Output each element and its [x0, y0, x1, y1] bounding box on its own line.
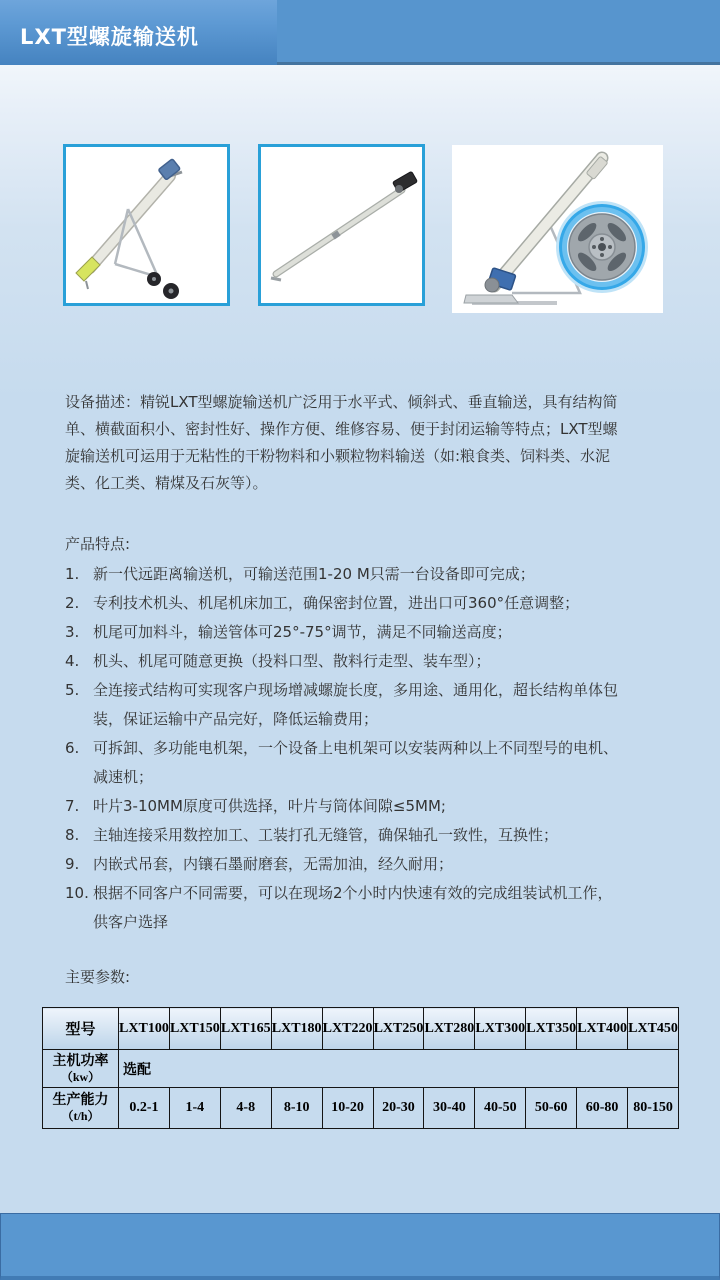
capacity-cell: 20-30: [373, 1088, 424, 1129]
description-line: 单、横截面积小、密封性好、操作方便、维修容易、便于封闭运输等特点；LXT型螺: [65, 420, 618, 438]
feature-item: [65, 734, 680, 792]
capacity-cell: 10-20: [322, 1088, 373, 1129]
feature-number: 8.: [65, 826, 80, 844]
feature-text: 供客户选择: [93, 913, 169, 931]
power-unit-text: （kw）: [60, 1069, 101, 1084]
capacity-cell: 50-60: [526, 1088, 577, 1129]
device-description: [65, 389, 675, 497]
capacity-cell: 8-10: [271, 1088, 322, 1129]
feature-text: 叶片3-10MM原度可供选择，叶片与筒体间隙≤5MM;: [93, 797, 446, 815]
table-row-capacity: [43, 1088, 679, 1129]
capacity-unit-text: （t/h）: [61, 1109, 100, 1123]
header-title-tab: [0, 0, 277, 65]
table-header-model: 型号: [43, 1008, 119, 1050]
feature-text: 装，保证运输中产品完好，降低运输费用；: [93, 710, 379, 728]
features-list: [65, 560, 680, 937]
feature-text: 机头、机尾可随意更换（投料口型、散料行走型、装车型）；: [93, 652, 491, 670]
feature-item: [65, 792, 680, 821]
capacity-cell: 40-50: [475, 1088, 526, 1129]
capacity-cell: 30-40: [424, 1088, 475, 1129]
conveyor-tripod-illustration: [66, 147, 227, 303]
feature-number: 2.: [65, 594, 80, 612]
product-photo-1[interactable]: [63, 144, 230, 306]
capacity-row-label: [43, 1088, 119, 1129]
table-row-power: [43, 1050, 679, 1088]
capacity-cell: 0.2-1: [119, 1088, 170, 1129]
feature-text: 根据不同客户不同需要，可以在现场2个小时内快速有效的完成组装试机工作，: [93, 884, 613, 902]
feature-item: [65, 560, 680, 589]
feature-text: 内嵌式吊套，内镶石墨耐磨套，无需加油，经久耐用；: [93, 855, 454, 873]
feature-item: [65, 850, 680, 879]
feature-item: [65, 676, 680, 734]
model-cell: LXT450: [628, 1008, 679, 1050]
feature-text: 专利技术机头、机尾机床加工，确保密封位置，进出口可360°任意调整；: [93, 594, 580, 612]
feature-text: 全连接式结构可实现客户现场增减螺旋长度，多用途、通用化，超长结构单体包: [93, 681, 619, 699]
feature-number: 6.: [65, 739, 80, 757]
capacity-cell: 4-8: [220, 1088, 271, 1129]
model-cell: LXT165: [220, 1008, 271, 1050]
capacity-cell: 60-80: [577, 1088, 628, 1129]
feature-number: 7.: [65, 797, 80, 815]
features-heading: 产品特点:: [65, 535, 131, 553]
feature-text: 减速机；: [93, 768, 154, 786]
model-cell: LXT250: [373, 1008, 424, 1050]
product-photo-2[interactable]: [258, 144, 425, 306]
header-bar: [0, 0, 720, 65]
feature-number: 5.: [65, 681, 80, 699]
model-cell: LXT300: [475, 1008, 526, 1050]
power-value-cell: 选配: [119, 1050, 679, 1088]
power-row-label: [43, 1050, 119, 1088]
feature-item: [65, 821, 680, 850]
feature-item: [65, 589, 680, 618]
capacity-cell: 80-150: [628, 1088, 679, 1129]
model-cell: LXT220: [322, 1008, 373, 1050]
description-line: 类、化工类、精煤及石灰等）。: [65, 474, 268, 492]
description-line: 设备描述：精锐LXT型螺旋输送机广泛用于水平式、倾斜式、垂直输送，具有结构简: [65, 393, 618, 411]
feature-item: [65, 618, 680, 647]
capacity-cell: 1-4: [169, 1088, 220, 1129]
description-line: 旋输送机可运用于无粘性的干粉物料和小颗粒物料输送（如:粮食类、饲料类、水泥: [65, 447, 611, 465]
model-cell: LXT280: [424, 1008, 475, 1050]
feature-text: 机尾可加料斗，输送管体可25°-75°调节，满足不同输送高度；: [93, 623, 512, 641]
model-cell: LXT180: [271, 1008, 322, 1050]
conveyor-wheel-illustration: [452, 145, 663, 313]
footer-bar: [0, 1213, 720, 1280]
model-cell: LXT150: [169, 1008, 220, 1050]
conveyor-tube-illustration: [261, 147, 422, 303]
feature-text: 新一代远距离输送机，可输送范围1-20 M只需一台设备即可完成；: [93, 565, 535, 583]
product-photo-3[interactable]: [452, 145, 663, 313]
table-row-models: [43, 1008, 679, 1050]
feature-number: 4.: [65, 652, 80, 670]
feature-item: [65, 879, 680, 937]
feature-number: 9.: [65, 855, 80, 873]
model-cell: LXT100: [119, 1008, 170, 1050]
power-label-text: 主机功率: [52, 1052, 109, 1069]
model-cell: LXT400: [577, 1008, 628, 1050]
page-title: LXT型螺旋输送机: [20, 25, 199, 49]
params-heading: 主要参数:: [65, 968, 131, 986]
model-cell: LXT350: [526, 1008, 577, 1050]
header-bottom-edge: [277, 62, 720, 65]
feature-item: [65, 647, 680, 676]
feature-number: 10.: [65, 884, 89, 902]
feature-number: 1.: [65, 565, 80, 583]
feature-number: 3.: [65, 623, 80, 641]
feature-text: 主轴连接采用数控加工、工装打孔无缝管，确保轴孔一致性，互换性；: [93, 826, 559, 844]
params-table: [42, 1007, 679, 1129]
capacity-label-text: 生产能力: [52, 1092, 109, 1108]
feature-text: 可拆卸、多功能电机架，一个设备上电机架可以安装两种以上不同型号的电机、: [93, 739, 619, 757]
